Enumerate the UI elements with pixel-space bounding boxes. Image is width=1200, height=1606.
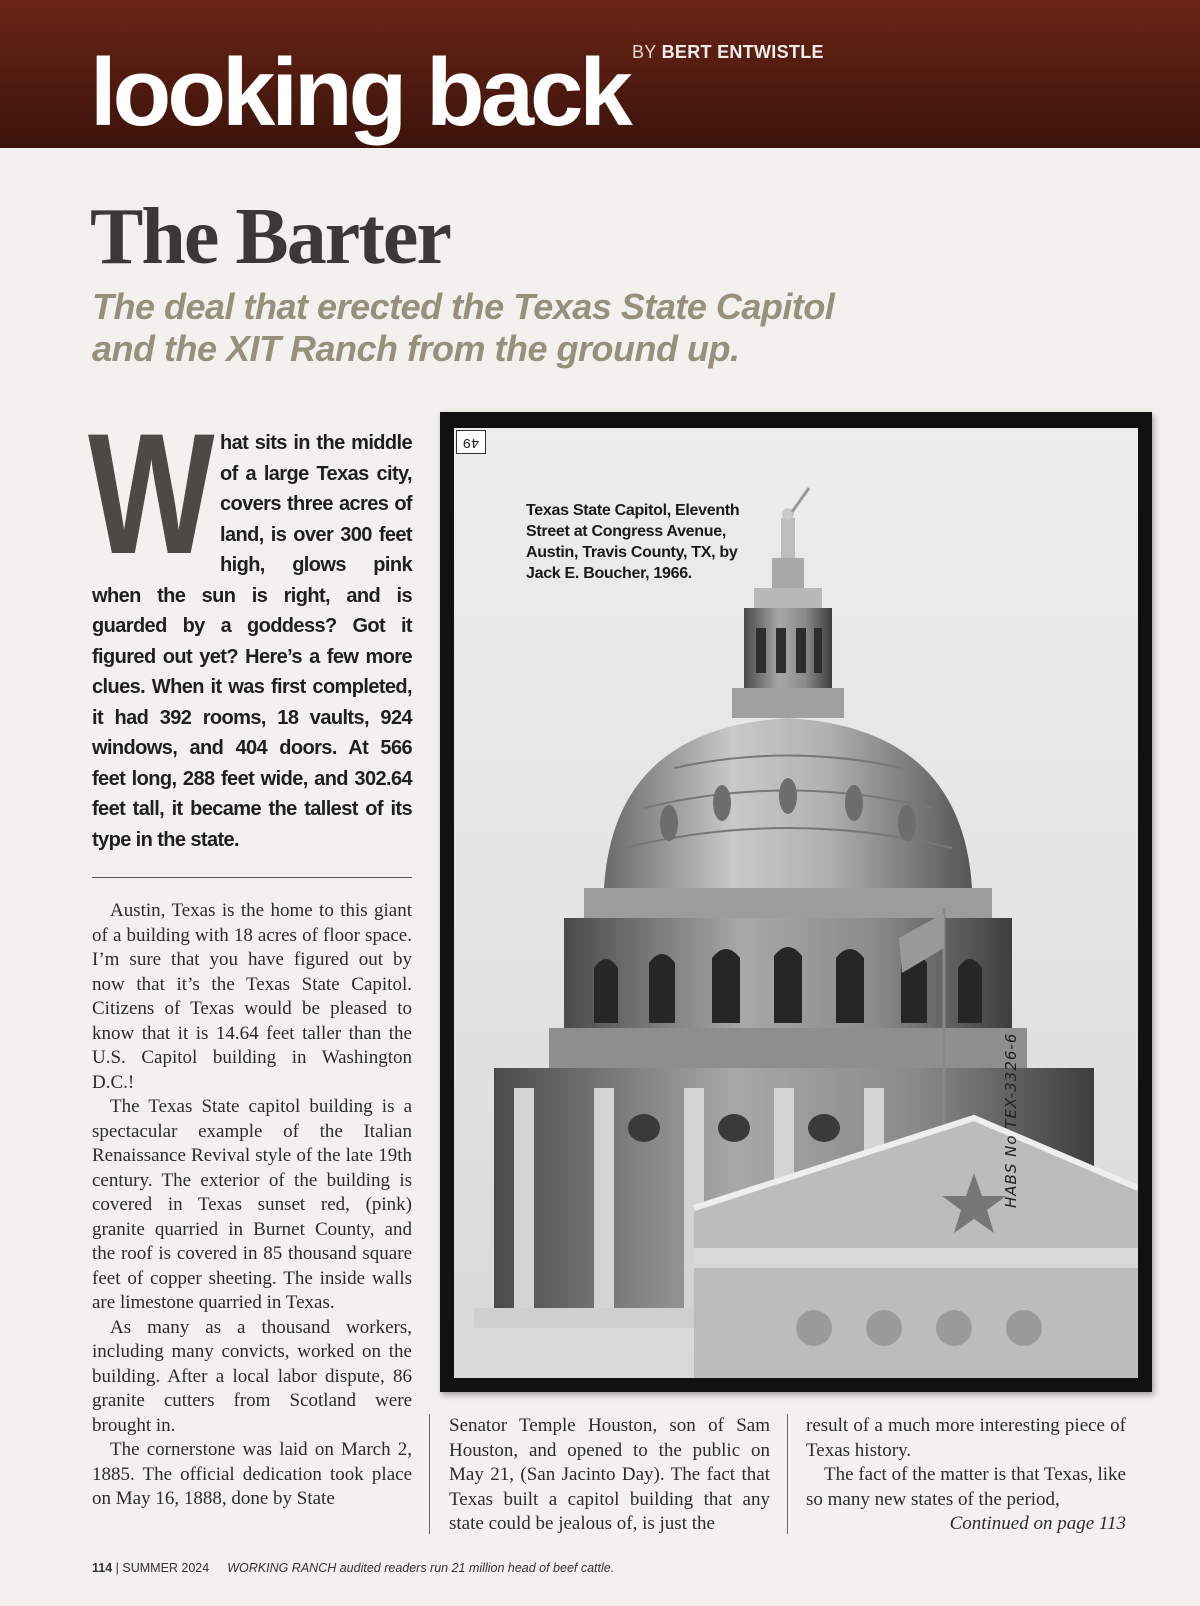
body-paragraph: The Texas State capitol building is a spectacular example of the Italian Renaissance Revival style of the late 19th century. The exterior of the building is covered in Texas sunset red, (pink) granite quarried in Burnet County, and the roof is covered in 85 thousand square feet of copper sheeting. The inside walls are limestone quarried in Texas. [92,1096,412,1313]
archive-code: HABS No TEX-3326-6 [1002,1032,1020,1208]
byline [632,42,824,63]
negative-frame-number: 49 [456,430,486,454]
lead-divider [92,877,412,878]
body-paragraph: Senator Temple Houston, son of Sam Houston, and opened to the public on May 21, (San Jacinto Day). The fact that Texas built a capitol building that any state could be jealous of, is just the [449,1415,770,1534]
section-title: looking back [90,39,629,146]
page-number: 114 [92,1561,113,1575]
byline-author: BERT ENTWISTLE [661,42,824,62]
byline-prefix: BY [632,42,657,62]
drop-cap: W [88,398,210,590]
column-divider [787,1414,788,1534]
body-paragraph: Austin, Texas is the home to this giant of a building with 18 acres of floor space. I’m sure that you have figured out by now that it’s the Texas State Capitol. Citizens of Texas would be pleased to know that it is 14.64 feet taller than the U.S. Capitol building in Washington D.C.! [92,900,412,1093]
photo-caption: Texas State Capitol, Eleventh Street at Congress Avenue, Austin, Travis County, TX, by Jack E. Boucher, 1966. [526,502,740,582]
article-headline: The Barter [90,193,450,281]
article-subhead: The deal that erected the Texas State Capitol and the XIT Ranch from the ground up. [92,286,835,369]
body-column-2 [449,1414,770,1537]
continued-note: Continued on page 113 [949,1513,1126,1534]
body-column-1 [92,899,412,1512]
body-paragraph: The cornerstone was laid on March 2, 1885. The official dedication took place on May 16, 1888, done by State [92,1439,412,1509]
body-paragraph: As many as a thousand workers, including many convicts, worked on the building. After a local labor dispute, 86 granite cutters from Scotland were brought in. [92,1316,412,1436]
issue-label: SUMMER 2024 [122,1561,210,1575]
footer-tagline: WORKING RANCH audited readers run 21 million head of beef cattle. [227,1561,615,1575]
page-footer: 114 | SUMMER 2024 WORKING RANCH audited readers run 21 million head of beef cattle. [92,1561,615,1575]
photo-print [454,428,1138,1378]
lead-paragraph [88,398,412,855]
column-divider [429,1414,430,1534]
body-paragraph: The fact of the matter is that Texas, like so many new states of the period, [806,1464,1126,1510]
body-paragraph: result of a much more interesting piece of Texas history. [806,1415,1126,1461]
body-column-3 [806,1414,1126,1537]
capitol-photo [440,412,1152,1392]
lead-text: hat sits in the middle of a large Texas city, covers three acres of land, is over 300 feet high, glows pink when the sun is right, and is guarded by a goddess? Got it figured out yet? Here’s a few more clues. When it was first completed, it had 392 rooms, 18 vaults, 924 windows, and 404 doors. At 566 feet long, 288 feet wide, and 302.64 feet tall, it became the tallest of its type in the state. [92,432,412,851]
